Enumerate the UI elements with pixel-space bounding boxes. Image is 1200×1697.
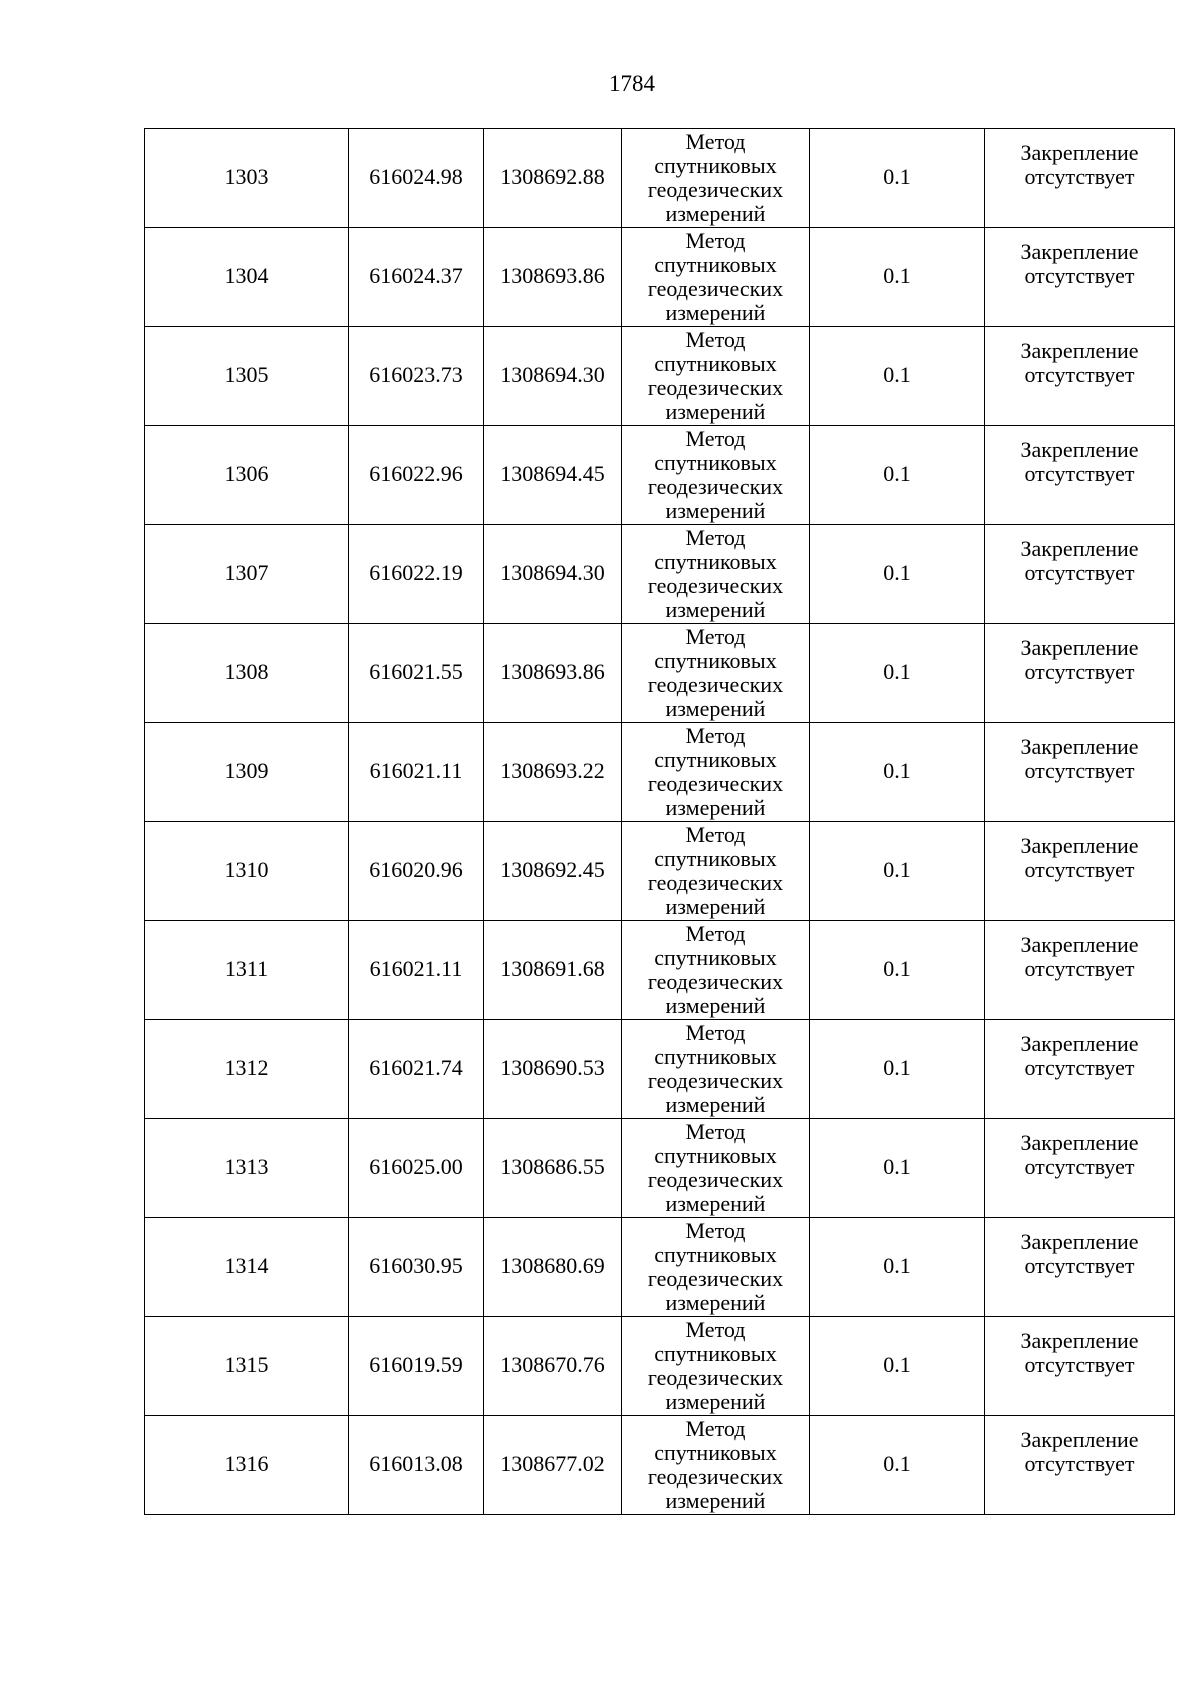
fixing-cell: [985, 624, 1175, 723]
point-number-cell: 1305: [145, 327, 349, 426]
method-line: геодезических: [647, 1167, 784, 1192]
fixing-line: Закрепление: [1020, 1031, 1139, 1056]
accuracy-cell: 0.1: [810, 1020, 985, 1119]
point-number-cell: 1312: [145, 1020, 349, 1119]
accuracy-cell: 0.1: [810, 1119, 985, 1218]
method-line: Метод: [685, 129, 746, 154]
x-coordinate-cell: 616024.98: [349, 129, 484, 228]
method-cell: [622, 525, 810, 624]
method-line: спутниковых: [654, 1341, 777, 1366]
method-line: геодезических: [647, 177, 784, 202]
method-line: измерений: [665, 1488, 766, 1513]
method-line: Метод: [685, 1119, 746, 1144]
method-line: спутниковых: [654, 1143, 777, 1168]
method-line: Метод: [685, 1416, 746, 1441]
method-line: спутниковых: [654, 747, 777, 772]
fixing-line: Закрепление: [1020, 833, 1139, 858]
method-line: измерений: [665, 795, 766, 820]
y-coordinate-cell: 1308691.68: [484, 921, 622, 1020]
fixing-line: отсутствует: [1024, 1352, 1135, 1377]
fixing-line: Закрепление: [1020, 932, 1139, 957]
y-coordinate-cell: 1308693.86: [484, 624, 622, 723]
table-row: [145, 921, 1175, 1020]
fixing-line: отсутствует: [1024, 1451, 1135, 1476]
y-coordinate-cell: 1308680.69: [484, 1218, 622, 1317]
method-cell: [622, 1416, 810, 1515]
page-number: 1784: [609, 71, 655, 96]
method-line: спутниковых: [654, 153, 777, 178]
table-body: [145, 129, 1175, 1515]
x-coordinate-cell: 616020.96: [349, 822, 484, 921]
x-coordinate-cell: 616022.96: [349, 426, 484, 525]
point-number-cell: 1313: [145, 1119, 349, 1218]
point-number-cell: 1314: [145, 1218, 349, 1317]
method-line: спутниковых: [654, 549, 777, 574]
fixing-cell: [985, 228, 1175, 327]
method-cell: [622, 426, 810, 525]
x-coordinate-cell: 616022.19: [349, 525, 484, 624]
method-line: спутниковых: [654, 1242, 777, 1267]
method-line: измерений: [665, 300, 766, 325]
method-line: геодезических: [647, 375, 784, 400]
method-line: геодезических: [647, 1266, 784, 1291]
y-coordinate-cell: 1308692.45: [484, 822, 622, 921]
fixing-line: отсутствует: [1024, 956, 1135, 981]
table-row: [145, 1317, 1175, 1416]
point-number-cell: 1306: [145, 426, 349, 525]
method-cell: [622, 228, 810, 327]
fixing-line: Закрепление: [1020, 635, 1139, 660]
fixing-line: отсутствует: [1024, 560, 1135, 585]
fixing-line: отсутствует: [1024, 362, 1135, 387]
accuracy-cell: 0.1: [810, 426, 985, 525]
table-row: [145, 1218, 1175, 1317]
accuracy-cell: 0.1: [810, 624, 985, 723]
fixing-cell: [985, 723, 1175, 822]
table-row: [145, 723, 1175, 822]
fixing-cell: [985, 129, 1175, 228]
method-line: Метод: [685, 228, 746, 253]
method-line: спутниковых: [654, 450, 777, 475]
method-line: спутниковых: [654, 351, 777, 376]
x-coordinate-cell: 616030.95: [349, 1218, 484, 1317]
y-coordinate-cell: 1308694.30: [484, 525, 622, 624]
fixing-line: отсутствует: [1024, 758, 1135, 783]
x-coordinate-cell: 616021.11: [349, 723, 484, 822]
method-cell: [622, 1119, 810, 1218]
method-line: спутниковых: [654, 1044, 777, 1069]
point-number-cell: 1308: [145, 624, 349, 723]
fixing-line: Закрепление: [1020, 1427, 1139, 1452]
fixing-line: отсутствует: [1024, 659, 1135, 684]
fixing-cell: [985, 426, 1175, 525]
fixing-line: отсутствует: [1024, 461, 1135, 486]
accuracy-cell: 0.1: [810, 1317, 985, 1416]
y-coordinate-cell: 1308693.86: [484, 228, 622, 327]
method-line: измерений: [665, 993, 766, 1018]
method-line: Метод: [685, 921, 746, 946]
fixing-line: отсутствует: [1024, 1055, 1135, 1080]
method-line: измерений: [665, 696, 766, 721]
fixing-line: Закрепление: [1020, 338, 1139, 363]
method-line: измерений: [665, 399, 766, 424]
method-cell: [622, 129, 810, 228]
fixing-cell: [985, 525, 1175, 624]
method-line: измерений: [665, 1290, 766, 1315]
y-coordinate-cell: 1308692.88: [484, 129, 622, 228]
table-row: [145, 624, 1175, 723]
method-line: геодезических: [647, 870, 784, 895]
method-line: геодезических: [647, 1464, 784, 1489]
fixing-cell: [985, 822, 1175, 921]
method-line: Метод: [685, 822, 746, 847]
method-line: спутниковых: [654, 252, 777, 277]
fixing-line: отсутствует: [1024, 164, 1135, 189]
fixing-line: Закрепление: [1020, 1328, 1139, 1353]
point-number-cell: 1315: [145, 1317, 349, 1416]
fixing-cell: [985, 1416, 1175, 1515]
method-line: измерений: [665, 498, 766, 523]
x-coordinate-cell: 616013.08: [349, 1416, 484, 1515]
method-cell: [622, 624, 810, 723]
method-line: геодезических: [647, 771, 784, 796]
fixing-line: Закрепление: [1020, 536, 1139, 561]
method-line: геодезических: [647, 276, 784, 301]
x-coordinate-cell: 616023.73: [349, 327, 484, 426]
table-row: [145, 822, 1175, 921]
fixing-cell: [985, 1119, 1175, 1218]
method-line: измерений: [665, 1389, 766, 1414]
method-line: геодезических: [647, 573, 784, 598]
method-line: геодезических: [647, 1365, 784, 1390]
point-number-cell: 1304: [145, 228, 349, 327]
fixing-line: Закрепление: [1020, 437, 1139, 462]
method-line: геодезических: [647, 1068, 784, 1093]
x-coordinate-cell: 616021.11: [349, 921, 484, 1020]
fixing-line: Закрепление: [1020, 140, 1139, 165]
accuracy-cell: 0.1: [810, 228, 985, 327]
accuracy-cell: 0.1: [810, 921, 985, 1020]
method-line: спутниковых: [654, 846, 777, 871]
table-row: [145, 426, 1175, 525]
fixing-cell: [985, 1218, 1175, 1317]
y-coordinate-cell: 1308686.55: [484, 1119, 622, 1218]
fixing-line: отсутствует: [1024, 857, 1135, 882]
x-coordinate-cell: 616019.59: [349, 1317, 484, 1416]
x-coordinate-cell: 616025.00: [349, 1119, 484, 1218]
table-row: [145, 1020, 1175, 1119]
y-coordinate-cell: 1308693.22: [484, 723, 622, 822]
fixing-cell: [985, 1317, 1175, 1416]
table-row: [145, 525, 1175, 624]
accuracy-cell: 0.1: [810, 327, 985, 426]
point-number-cell: 1311: [145, 921, 349, 1020]
method-line: Метод: [685, 1218, 746, 1243]
method-line: измерений: [665, 201, 766, 226]
fixing-cell: [985, 1020, 1175, 1119]
fixing-line: Закрепление: [1020, 1229, 1139, 1254]
method-line: Метод: [685, 624, 746, 649]
method-line: измерений: [665, 1191, 766, 1216]
point-number-cell: 1309: [145, 723, 349, 822]
method-cell: [622, 1020, 810, 1119]
coordinates-table: [144, 128, 1175, 1515]
method-line: спутниковых: [654, 648, 777, 673]
method-line: геодезических: [647, 474, 784, 499]
point-number-cell: 1310: [145, 822, 349, 921]
method-cell: [622, 1218, 810, 1317]
accuracy-cell: 0.1: [810, 1218, 985, 1317]
method-line: спутниковых: [654, 1440, 777, 1465]
method-line: Метод: [685, 525, 746, 550]
x-coordinate-cell: 616021.74: [349, 1020, 484, 1119]
table-row: [145, 1119, 1175, 1218]
y-coordinate-cell: 1308690.53: [484, 1020, 622, 1119]
y-coordinate-cell: 1308694.45: [484, 426, 622, 525]
y-coordinate-cell: 1308694.30: [484, 327, 622, 426]
table-row: [145, 327, 1175, 426]
method-line: Метод: [685, 723, 746, 748]
fixing-line: Закрепление: [1020, 734, 1139, 759]
table-row: [145, 129, 1175, 228]
accuracy-cell: 0.1: [810, 129, 985, 228]
y-coordinate-cell: 1308670.76: [484, 1317, 622, 1416]
method-line: измерений: [665, 894, 766, 919]
fixing-line: отсутствует: [1024, 1154, 1135, 1179]
point-number-cell: 1307: [145, 525, 349, 624]
accuracy-cell: 0.1: [810, 822, 985, 921]
accuracy-cell: 0.1: [810, 1416, 985, 1515]
fixing-cell: [985, 327, 1175, 426]
method-line: измерений: [665, 1092, 766, 1117]
method-line: спутниковых: [654, 945, 777, 970]
method-cell: [622, 723, 810, 822]
x-coordinate-cell: 616021.55: [349, 624, 484, 723]
method-cell: [622, 822, 810, 921]
point-number-cell: 1316: [145, 1416, 349, 1515]
fixing-line: отсутствует: [1024, 1253, 1135, 1278]
point-number-cell: 1303: [145, 129, 349, 228]
y-coordinate-cell: 1308677.02: [484, 1416, 622, 1515]
fixing-cell: [985, 921, 1175, 1020]
method-cell: [622, 921, 810, 1020]
method-line: геодезических: [647, 969, 784, 994]
method-line: Метод: [685, 1020, 746, 1045]
table-row: [145, 228, 1175, 327]
accuracy-cell: 0.1: [810, 723, 985, 822]
method-cell: [622, 327, 810, 426]
method-line: Метод: [685, 426, 746, 451]
fixing-line: отсутствует: [1024, 263, 1135, 288]
table-row: [145, 1416, 1175, 1515]
fixing-line: Закрепление: [1020, 239, 1139, 264]
method-line: измерений: [665, 597, 766, 622]
method-line: Метод: [685, 327, 746, 352]
x-coordinate-cell: 616024.37: [349, 228, 484, 327]
method-line: геодезических: [647, 672, 784, 697]
method-line: Метод: [685, 1317, 746, 1342]
fixing-line: Закрепление: [1020, 1130, 1139, 1155]
method-cell: [622, 1317, 810, 1416]
accuracy-cell: 0.1: [810, 525, 985, 624]
